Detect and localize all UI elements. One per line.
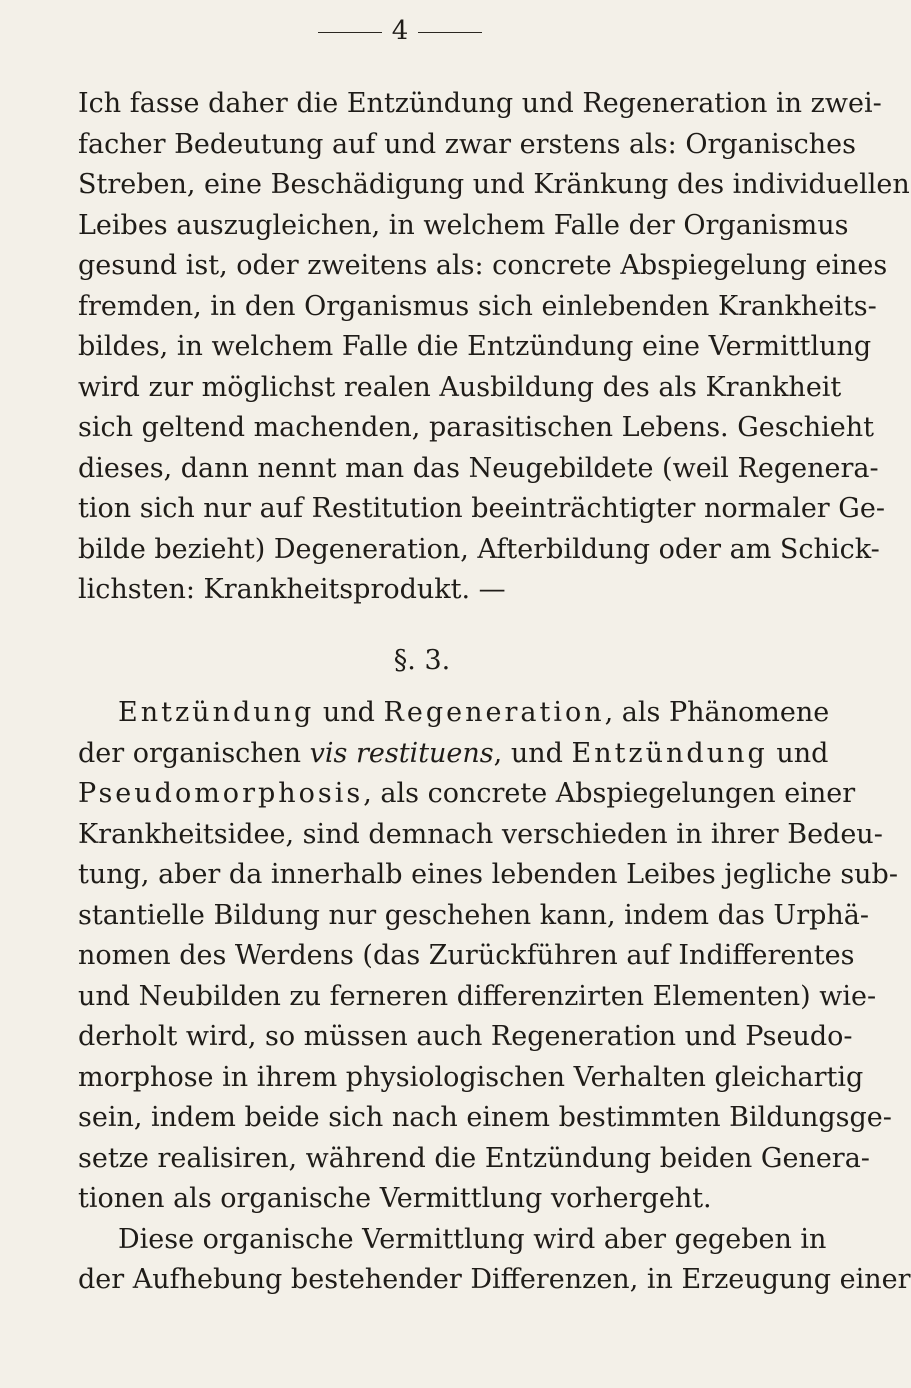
text-line: Ich fasse daher die Entzündung und Regeneration in zwei-	[78, 88, 882, 119]
text-line: Krankheitsidee, sind demnach verschieden in ihrer Bedeu-	[78, 818, 883, 850]
body-text	[78, 84, 911, 1301]
section-heading: §. 3.	[393, 644, 451, 676]
text-line: sein, indem beide sich nach einem bestimmten Bildungsge-	[78, 1102, 892, 1133]
paragraph-3	[78, 1220, 911, 1301]
text-line: stantielle Bildung nur geschehen kann, indem das Urphä-	[78, 899, 869, 931]
right-rule	[418, 32, 482, 33]
text-line: der Aufhebung bestehender Differenzen, in Erzeugung einer	[78, 1264, 911, 1295]
emphasis-entzuendung: Entzündung	[571, 737, 768, 769]
text-line: setze realisiren, während die Entzündung beiden Genera-	[78, 1142, 870, 1174]
text-line: Leibes auszugleichen, in welchem Falle der Organismus	[78, 209, 849, 241]
page-number	[0, 16, 800, 46]
text-fragment: und	[314, 697, 384, 728]
text-line: und Neubilden zu ferneren differenzirten Elementen) wie-	[78, 980, 877, 1012]
text-fragment: und	[767, 737, 829, 769]
text-line: dieses, dann nennt man das Neugebildete (weil Regenera-	[78, 452, 879, 484]
left-rule	[318, 32, 382, 33]
emphasis-pseudomorphosis: Pseudomorphosis	[78, 778, 364, 809]
emphasis-regeneration: Regeneration	[383, 697, 605, 728]
text-line: bilde bezieht) Degeneration, Afterbildung oder am Schick-	[78, 533, 880, 565]
text-line: fremden, in den Organismus sich einlebenden Krankheits-	[78, 290, 877, 322]
text-line: gesund ist, oder zweitens als: concrete Abspiegelung eines	[78, 250, 888, 281]
text-line: bildes, in welchem Falle die Entzündung eine Vermittlung	[78, 331, 872, 362]
paragraph-1	[78, 84, 910, 611]
text-line: Diese organische Vermittlung wird aber gegeben in	[118, 1223, 827, 1255]
italic-vis-restituens: vis restituens	[309, 737, 494, 769]
text-line: tung, aber da innerhalb eines lebenden Leibes jegliche sub-	[78, 859, 898, 890]
text-line: nomen des Werdens (das Zurückführen auf Indifferentes	[78, 940, 855, 971]
text-line: morphose in ihrem physiologischen Verhalten gleichartig	[78, 1061, 864, 1093]
paragraph-2	[78, 693, 898, 1220]
text-fragment: , als Phänomene	[604, 697, 830, 728]
text-line	[78, 693, 830, 734]
text-line: wird zur möglichst realen Ausbildung des als Krankheit	[78, 371, 842, 403]
text-line: tionen als organische Vermittlung vorhergeht.	[78, 1183, 712, 1214]
text-line: derholt wird, so müssen auch Regeneration und Pseudo-	[78, 1021, 853, 1052]
text-line: tion sich nur auf Restitution beeinträchtigter normaler Ge-	[78, 493, 885, 524]
text-fragment: , und	[493, 737, 572, 769]
text-line: facher Bedeutung auf und zwar erstens als: Organisches	[78, 128, 856, 160]
text-line: lichsten: Krankheitsprodukt. —	[78, 574, 506, 605]
text-fragment: , als concrete Abspiegelungen einer	[363, 778, 856, 809]
page-number-text: 4	[391, 16, 409, 46]
text-line: sich geltend machenden, parasitischen Lebens. Geschieht	[78, 412, 874, 443]
text-line: Streben, eine Beschädigung und Kränkung des individuellen	[78, 169, 910, 200]
emphasis-entzuendung: Entzündung	[118, 697, 315, 728]
text-line	[78, 774, 856, 815]
text-line	[78, 734, 829, 775]
text-fragment: der organischen	[78, 737, 310, 769]
